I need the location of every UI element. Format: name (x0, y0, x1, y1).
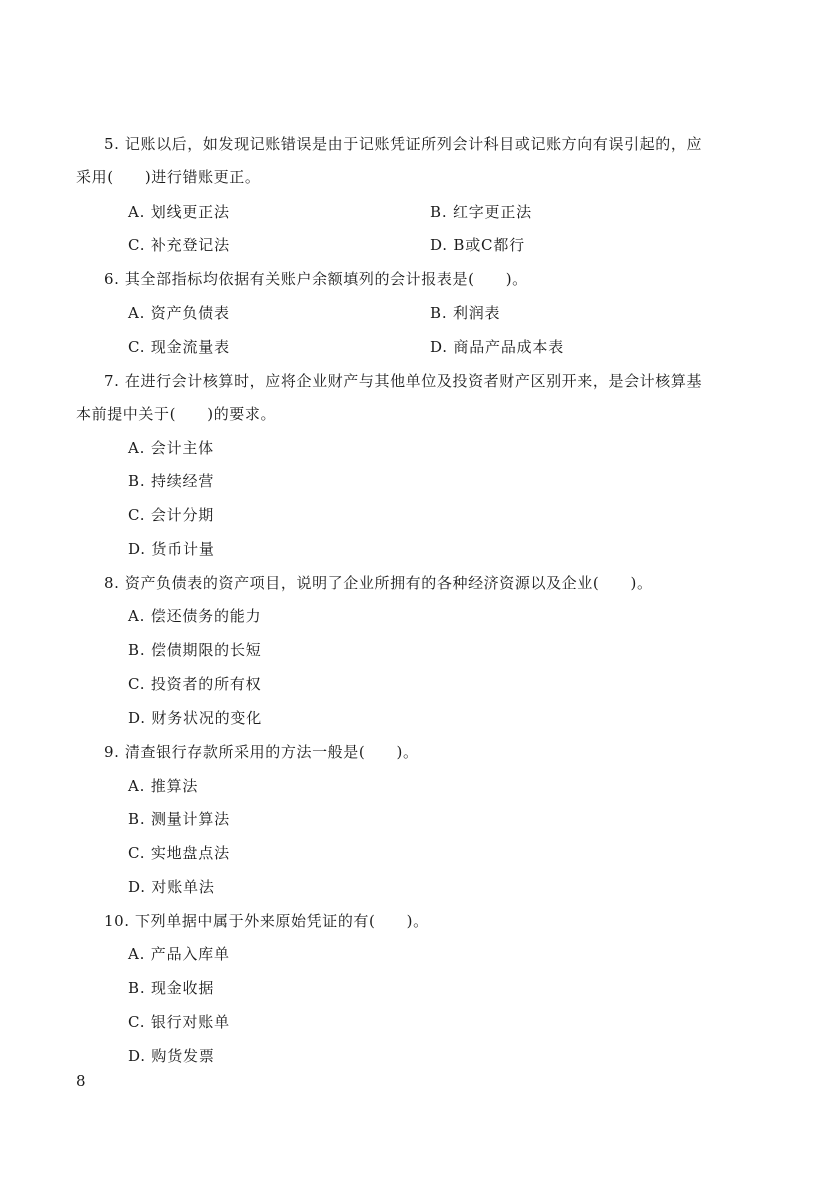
question-7-option-c: C. 会计分期 (128, 506, 215, 524)
question-10-option-d: D. 购货发票 (128, 1047, 215, 1065)
question-9-option-b: B. 测量计算法 (128, 810, 230, 828)
question-6-option-b: B. 利润表 (430, 304, 501, 322)
question-5-stem: 5. 记账以后，如发现记账错误是由于记账凭证所列会计科目或记账方向有误引起的，应 (104, 135, 703, 153)
question-5-option-d: D. B或C都行 (430, 236, 525, 254)
question-9-stem: 9. 清查银行存款所采用的方法一般是( )。 (104, 743, 419, 761)
question-6-stem: 6. 其全部指标均依据有关账户余额填列的会计报表是( )。 (104, 270, 528, 288)
question-5-option-a: A. 划线更正法 (128, 203, 230, 221)
question-5-option-b: B. 红字更正法 (430, 203, 532, 221)
question-7-option-a: A. 会计主体 (128, 439, 214, 457)
question-7-option-b: B. 持续经营 (128, 472, 215, 490)
question-8-option-c: C. 投资者的所有权 (128, 675, 262, 693)
question-7-stem-continued: 本前提中关于( )的要求。 (76, 405, 277, 423)
question-5-option-c: C. 补充登记法 (128, 236, 230, 254)
question-8-stem: 8. 资产负债表的资产项目，说明了企业所拥有的各种经济资源以及企业( )。 (104, 574, 653, 592)
page-number: 8 (76, 1072, 86, 1090)
question-9-option-c: C. 实地盘点法 (128, 844, 230, 862)
question-7-stem: 7. 在进行会计核算时，应将企业财产与其他单位及投资者财产区别开来，是会计核算基 (104, 372, 703, 390)
question-9-option-d: D. 对账单法 (128, 878, 215, 896)
question-8-option-a: A. 偿还债务的能力 (128, 607, 262, 625)
question-6-option-a: A. 资产负债表 (128, 304, 230, 322)
question-10-stem: 10. 下列单据中属于外来原始凭证的有( )。 (104, 912, 429, 930)
question-9-option-a: A. 推算法 (128, 777, 199, 795)
question-10-option-a: A. 产品入库单 (128, 945, 230, 963)
question-6-option-c: C. 现金流量表 (128, 338, 230, 356)
question-10-option-c: C. 银行对账单 (128, 1013, 230, 1031)
question-8-option-b: B. 偿债期限的长短 (128, 641, 262, 659)
question-8-option-d: D. 财务状况的变化 (128, 709, 263, 727)
question-10-option-b: B. 现金收据 (128, 979, 215, 997)
question-5-stem-continued: 采用( )进行错账更正。 (76, 168, 261, 186)
question-7-option-d: D. 货币计量 (128, 540, 215, 558)
question-6-option-d: D. 商品产品成本表 (430, 338, 565, 356)
